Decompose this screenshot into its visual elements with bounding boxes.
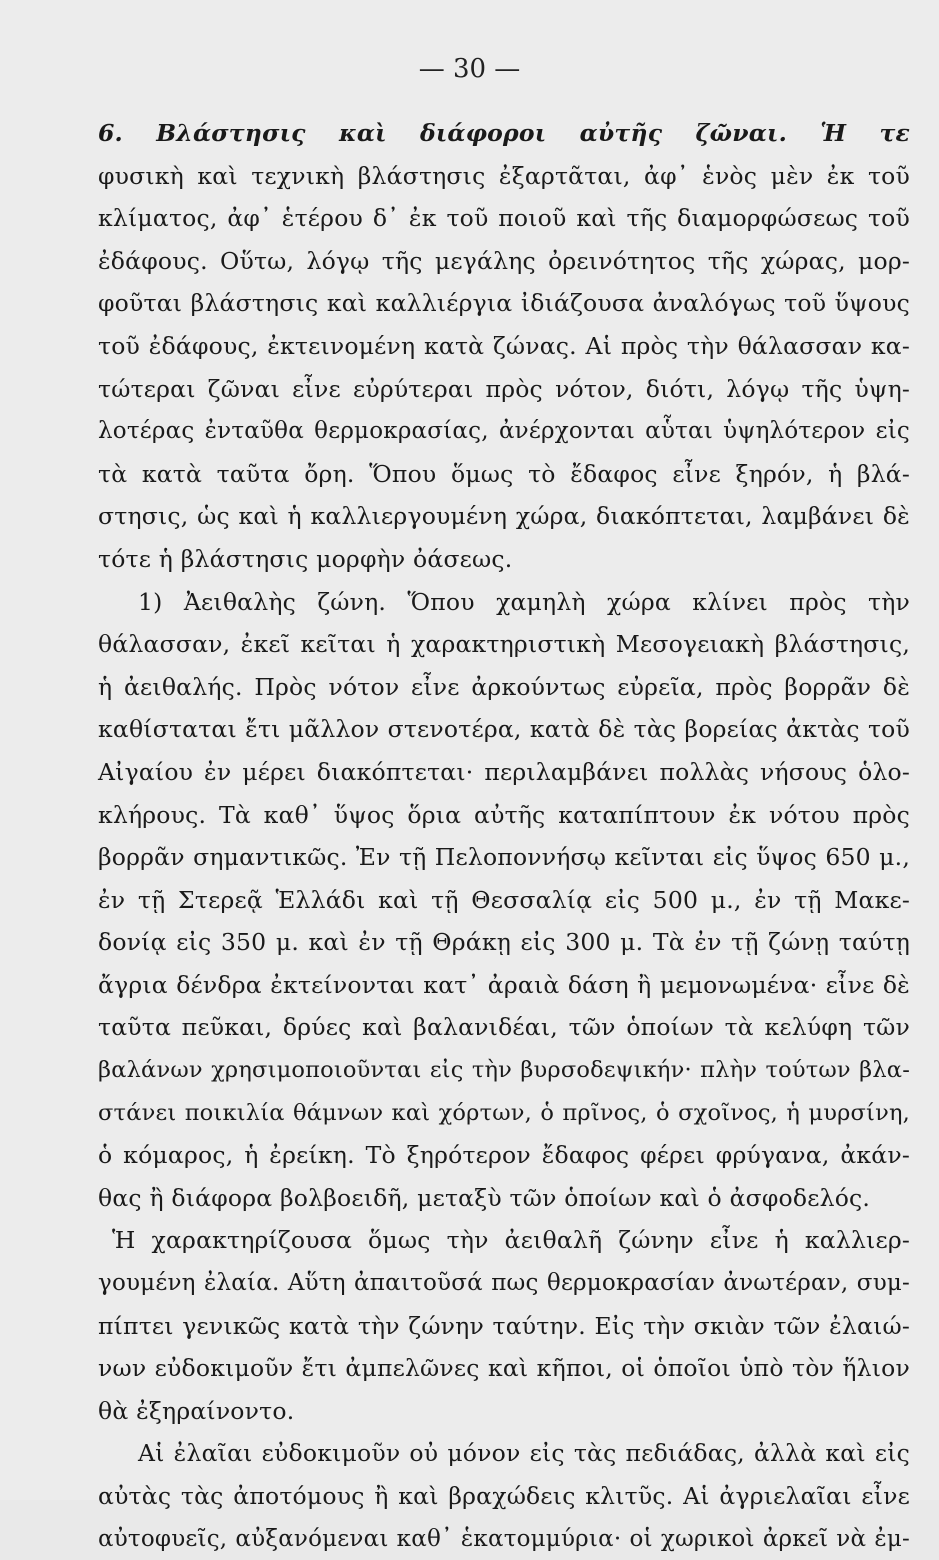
text-line: 1) Ἀειθαλὴς ζώνη. Ὅπου χαμηλὴ χώρα κλίνει πρὸς τὴν: [138, 587, 910, 616]
text-line: φοῦται βλάστησις καὶ καλλιέργια ἰδιάζουσα ἀναλόγως τοῦ ὕψους: [98, 289, 910, 318]
text-line: αὐτὰς τὰς ἀποτόμους ἢ καὶ βραχώδεις κλιτῦς. Αἱ ἀγριελαῖαι εἶνε: [98, 1482, 910, 1510]
body-text: [98, 112, 910, 1560]
text-line: κλίματος, ἀφ᾽ ἑτέρου δ᾽ ἐκ τοῦ ποιοῦ καὶ τῆς διαμορφώσεως τοῦ: [98, 204, 910, 233]
text-line: βαλάνων χρησιμοποιοῦνται εἰς τὴν βυρσοδεψικήν· πλὴν τούτων βλα-: [98, 1057, 910, 1084]
text-line: ἐν τῇ Στερεᾷ Ἑλλάδι καὶ τῇ Θεσσαλίᾳ εἰς 500 μ., ἐν τῇ Μακε-: [98, 885, 910, 914]
text-line: αὐτοφυεῖς, αὐξανόμεναι καθ᾽ ἑκατομμύρια· οἱ χωρικοὶ ἀρκεῖ νὰ ἐμ-: [98, 1525, 910, 1552]
text-line: θας ἢ διάφορα βολβοειδῆ, μεταξὺ τῶν ὁποίων καὶ ὁ ἀσφοδελός.: [98, 1183, 871, 1212]
text-line: τοῦ ἐδάφους, ἐκτεινομένη κατὰ ζώνας. Αἱ πρὸς τὴν θάλασσαν κα-: [98, 331, 910, 360]
text-line: λοτέρας ἐνταῦθα θερμοκρασίας, ἀνέρχονται αὗται ὑψηλότερον εἰς: [98, 418, 910, 445]
text-line: βορρᾶν σημαντικῶς. Ἐν τῇ Πελοποννήσῳ κεῖνται εἰς ὕψος 650 μ.,: [98, 843, 910, 872]
text-line: Αἰγαίου ἐν μέρει διακόπτεται· περιλαμβάνει πολλὰς νήσους ὁλο-: [98, 757, 910, 786]
text-line: ἐδάφους. Οὕτω, λόγῳ τῆς μεγάλης ὀρεινότητος τῆς χώρας, μορ-: [98, 246, 910, 275]
text-line: φυσικὴ καὶ τεχνικὴ βλάστησις ἐξαρτᾶται, ἀφ᾽ ἑνὸς μὲν ἐκ τοῦ: [98, 161, 910, 190]
text-line: ἡ ἀειθαλής. Πρὸς νότον εἶνε ἀρκούντως εὐρεῖα, πρὸς βορρᾶν δὲ: [98, 672, 910, 701]
text-line: κλήρους. Τὰ καθ᾽ ὕψος ὅρια αὐτῆς καταπίπτουν ἐκ νότου πρὸς: [98, 800, 910, 829]
page-number: — 30 —: [418, 54, 521, 84]
text-line: στάνει ποικιλία θάμνων καὶ χόρτων, ὁ πρῖνος, ὁ σχοῖνος, ἡ μυρσίνη,: [98, 1099, 910, 1126]
text-line: στησις, ὡς καὶ ἡ καλλιεργουμένη χώρα, διακόπτεται, λαμβάνει δὲ: [98, 502, 910, 531]
text-line: ταῦτα πεῦκαι, δρύες καὶ βαλανιδέαι, τῶν ὁποίων τὰ κελύφη τῶν: [98, 1013, 910, 1042]
text-line: καθίσταται ἔτι μᾶλλον στενοτέρα, κατὰ δὲ τὰς βορείας ἀκτὰς τοῦ: [98, 715, 910, 744]
section-heading-line: 6. Βλάστησις καὶ διάφοροι αὐτῆς ζῶναι. Ἡ τε: [98, 119, 910, 147]
text-line: τότε ἡ βλάστησις μορφὴν ὀάσεως.: [98, 544, 513, 573]
text-line: νων εὐδοκιμοῦν ἔτι ἀμπελῶνες καὶ κῆποι, οἱ ὁποῖοι ὑπὸ τὸν ἥλιον: [98, 1354, 910, 1383]
text-line: θὰ ἐξηραίνοντο.: [98, 1396, 295, 1425]
text-line: θάλασσαν, ἐκεῖ κεῖται ἡ χαρακτηριστικὴ Μεσογειακὴ βλάστησις,: [98, 630, 910, 659]
text-line: δονίᾳ εἰς 350 μ. καὶ ἐν τῇ Θράκῃ εἰς 300 μ. Τὰ ἐν τῇ ζώνῃ ταύτῃ: [98, 928, 910, 957]
text-line: πίπτει γενικῶς κατὰ τὴν ζώνην ταύτην. Εἰς τὴν σκιὰν τῶν ἐλαιώ-: [98, 1311, 910, 1340]
text-line: Ἡ χαρακτηρίζουσα ὅμως τὴν ἀειθαλῆ ζώνην εἶνε ἡ καλλιερ-: [112, 1226, 910, 1255]
text-line: τὰ κατὰ ταῦτα ὄρη. Ὅπου ὅμως τὸ ἔδαφος εἶνε ξηρόν, ἡ βλά-: [98, 459, 910, 488]
text-line: Αἱ ἐλαῖαι εὐδοκιμοῦν οὐ μόνον εἰς τὰς πεδιάδας, ἀλλὰ καὶ εἰς: [138, 1439, 910, 1468]
text-line: γουμένη ἐλαία. Αὕτη ἀπαιτοῦσά πως θερμοκρασίαν ἀνωτέραν, συμ-: [98, 1270, 910, 1297]
text-line: τώτεραι ζῶναι εἶνε εὐρύτεραι πρὸς νότον, διότι, λόγῳ τῆς ὑψη-: [98, 374, 910, 403]
text-line: ἄγρια δένδρα ἐκτείνονται κατ᾽ ἀραιὰ δάση ἢ μεμονωμένα· εἶνε δὲ: [98, 970, 910, 999]
text-line: ὁ κόμαρος, ἡ ἐρείκη. Τὸ ξηρότερον ἔδαφος φέρει φρύγανα, ἀκάν-: [98, 1141, 910, 1170]
